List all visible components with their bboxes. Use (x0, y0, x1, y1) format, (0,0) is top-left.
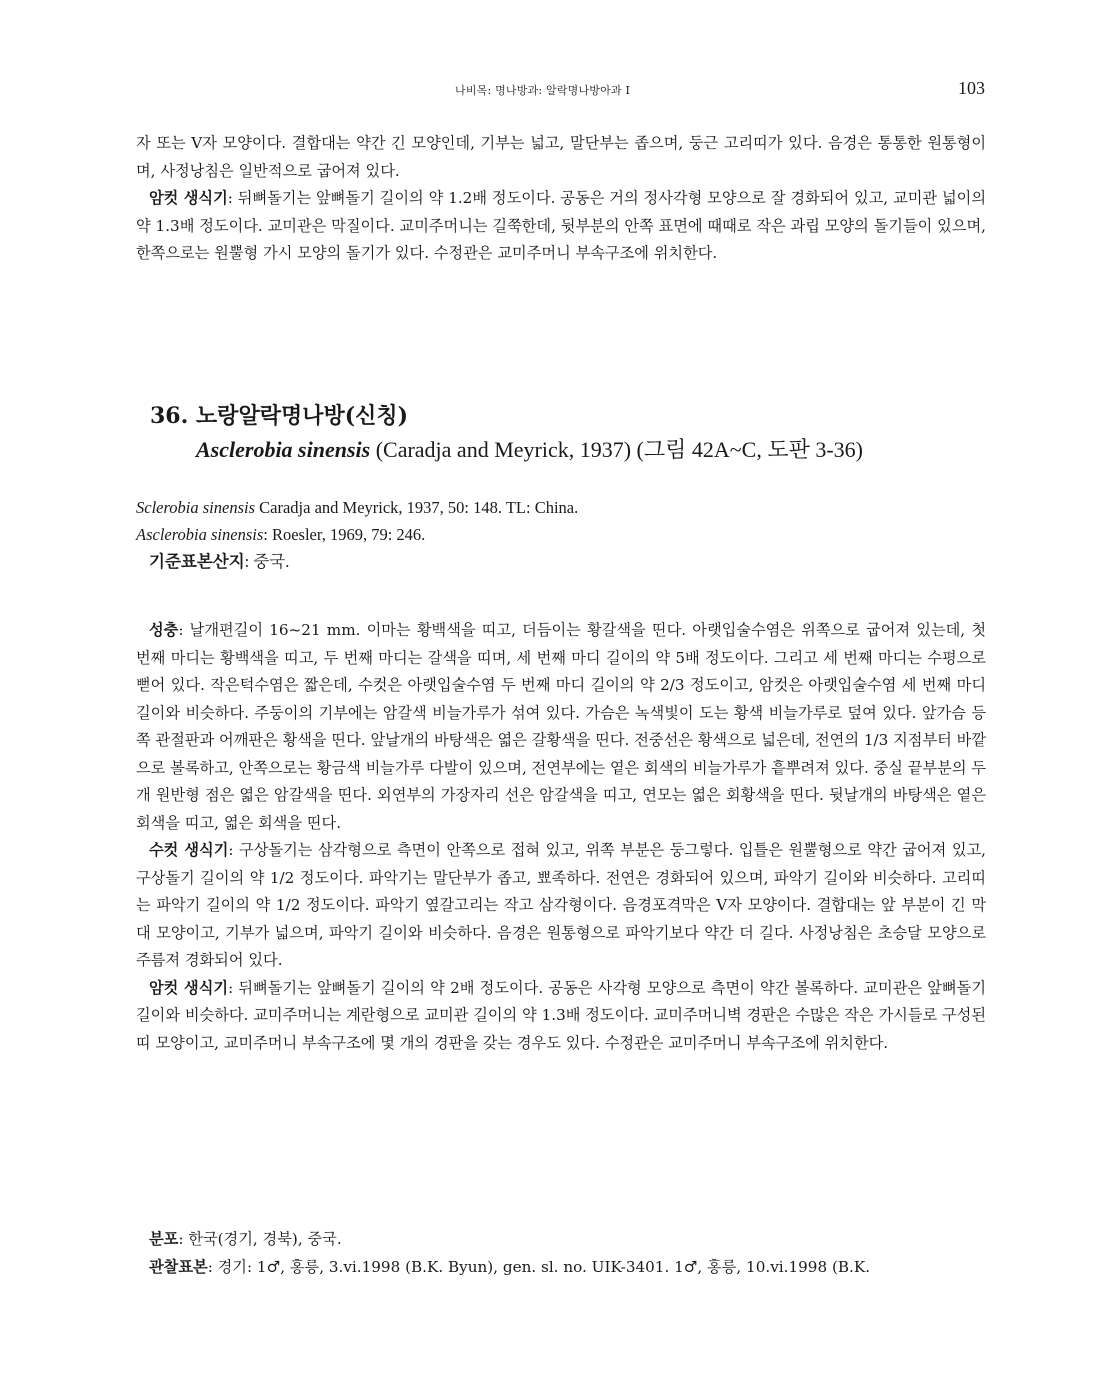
female-genitalia-paragraph (136, 975, 986, 1058)
synonymy-section (136, 494, 986, 575)
type-locality-text: : 중국. (244, 552, 290, 571)
adult-text: : 날개편길이 16~21 mm. 이마는 황백색을 띠고, 더듬이는 황갈색을 띤다. 아랫입술수염은 위쪽으로 굽어져 있는데, 첫 번째 마디는 황백색을 띠고, 두 번째 마디는 갈색을 띠며, 세 번째 마디 길이의 약 5배 정도이다. 그리고 세 번째 마디는 수평으로 뻗어 있다. 작은턱수염은 짧은데, 수컷은 아랫입술수염 두 번째 마디 길이의 약 2/3 정도이고, 암컷은 아랫입술수염 세 번째 마디 길이와 비슷하다. 주둥이의 기부에는 암갈색 비늘가루가 섞여 있다. 가슴은 녹색빛이 도는 황색 비늘가루로 덮여 있다. 앞가슴 등쪽 관절판과 어깨판은 황색을 띤다. 앞날개의 바탕색은 엷은 갈황색을 띤다. 전중선은 황색으로 넓은데, 전연의 1/3 지점부터 바깥으로 볼록하고, 안쪽으로는 황금색 비늘가루 다발이 있으며, 전연부에는 옅은 회색의 비늘가루가 흩뿌려져 있다. 중실 끝부분의 두 개 원반형 점은 엷은 암갈색을 띤다. 외연부의 가장자리 선은 암갈색을 띠고, 연모는 엷은 회황색을 띤다. 뒷날개의 바탕색은 옅은 회색을 띠고, 엷은 회색을 띤다. (136, 621, 986, 832)
scientific-name: Asclerobia sinensis (196, 437, 371, 462)
adult-label: 성충 (149, 621, 179, 639)
specimens-text: : 경기: 1♂, 홍릉, 3.vi.1998 (B.K. Byun), gen. sl. no. UIK-3401. 1♂, 홍릉, 10.vi.1998 (B.K. (207, 1257, 871, 1276)
species-authority: (Caradja and Meyrick, 1937) (그림 42A~C, 도판 3-36) (370, 437, 864, 462)
distribution-paragraph (136, 1226, 986, 1254)
type-locality (136, 548, 986, 575)
species-scientific-line (150, 432, 990, 468)
intro-paragraph: 자 또는 V자 모양이다. 결합대는 약간 긴 모양인데, 기부는 넓고, 말단부는 좁으며, 둥근 고리띠가 있다. 음경은 통통한 원통형이며, 사정낭침은 일반적으로 굽어져 있다. (136, 134, 986, 180)
running-title: 나비목: 명나방과: 알락명나방아과 I (455, 84, 631, 97)
synonym-citation: Caradja and Meyrick, 1937, 50: 148. TL: China. (255, 498, 579, 517)
intro-section (136, 130, 986, 268)
synonym-entry (136, 494, 986, 521)
female-genitalia-text: : 뒤뼈돌기는 앞뼈돌기 길이의 약 1.2배 정도이다. 공동은 거의 정사각형 모양으로 잘 경화되어 있고, 교미관 넓이의 약 1.3배 정도이다. 교미관은 막질이다. 교미주머니는 길쭉한데, 뒷부분의 안쪽 표면에 때때로 작은 과립 모양의 돌기들이 있으며, 한쪽으로는 원뿔형 가시 모양의 돌기가 있다. 수정관은 교미주머니 부속구조에 위치한다. (136, 189, 986, 262)
synonym-name: Asclerobia sinensis (136, 525, 264, 544)
male-genitalia-label: 수컷 생식기 (149, 841, 229, 859)
female-genitalia-paragraph (136, 185, 986, 268)
description-section (136, 617, 986, 1057)
synonym-entry (136, 521, 986, 548)
male-genitalia-text: : 구상돌기는 삼각형으로 측면이 안쪽으로 접혀 있고, 위쪽 부분은 둥그렇다. 입틀은 원뿔형으로 약간 굽어져 있고, 구상돌기 길이의 약 1/2 정도이다. 파악기는 말단부가 좁고, 뾰족하다. 전연은 경화되어 있으며, 파악기 길이와 비슷하다. 고리띠는 파악기 길이의 약 1/2 정도이다. 파악기 옆갈고리는 작고 삼각형이다. 음경포격막은 V자 모양이다. 결합대는 앞 부분이 긴 막대 모양이고, 기부가 넓으며, 파악기 길이와 비슷하다. 음경은 원통형으로 파악기보다 약간 더 길다. 사정낭침은 초승달 모양으로 주름져 경화되어 있다. (136, 841, 986, 969)
distribution-label: 분포 (149, 1230, 179, 1248)
species-heading (150, 400, 990, 468)
adult-paragraph (136, 617, 986, 837)
distribution-section (136, 1226, 986, 1281)
distribution-text: : 한국(경기, 경북), 중국. (178, 1230, 342, 1248)
specimens-label: 관찰표본 (149, 1257, 208, 1276)
specimens-paragraph (136, 1254, 986, 1282)
female-genitalia-text: : 뒤뼈돌기는 앞뼈돌기 길이의 약 2배 정도이다. 공동은 사각형 모양으로 측면이 약간 볼록하다. 교미관은 앞뼈돌기 길이와 비슷하다. 교미주머니는 계란형으로 교미관 길이의 약 1.3배 정도이다. 교미주머니벽 경판은 수많은 작은 가시들로 구성된 띠 모양이고, 교미주머니 부속구조에 몇 개의 경판을 갖는 경우도 있다. 수정관은 교미주머니 부속구조에 위치한다. (136, 978, 986, 1052)
running-header (0, 78, 1100, 98)
type-locality-label: 기준표본산지 (149, 552, 245, 571)
female-genitalia-label: 암컷 생식기 (149, 978, 229, 997)
male-genitalia-paragraph (136, 837, 986, 975)
page-number: 103 (958, 78, 985, 98)
female-genitalia-label: 암컷 생식기 (149, 189, 228, 207)
synonym-name: Sclerobia sinensis (136, 498, 256, 517)
synonym-citation: : Roesler, 1969, 79: 246. (263, 525, 426, 544)
species-title: 36. 노랑알락명나방(신칭) (150, 403, 409, 429)
